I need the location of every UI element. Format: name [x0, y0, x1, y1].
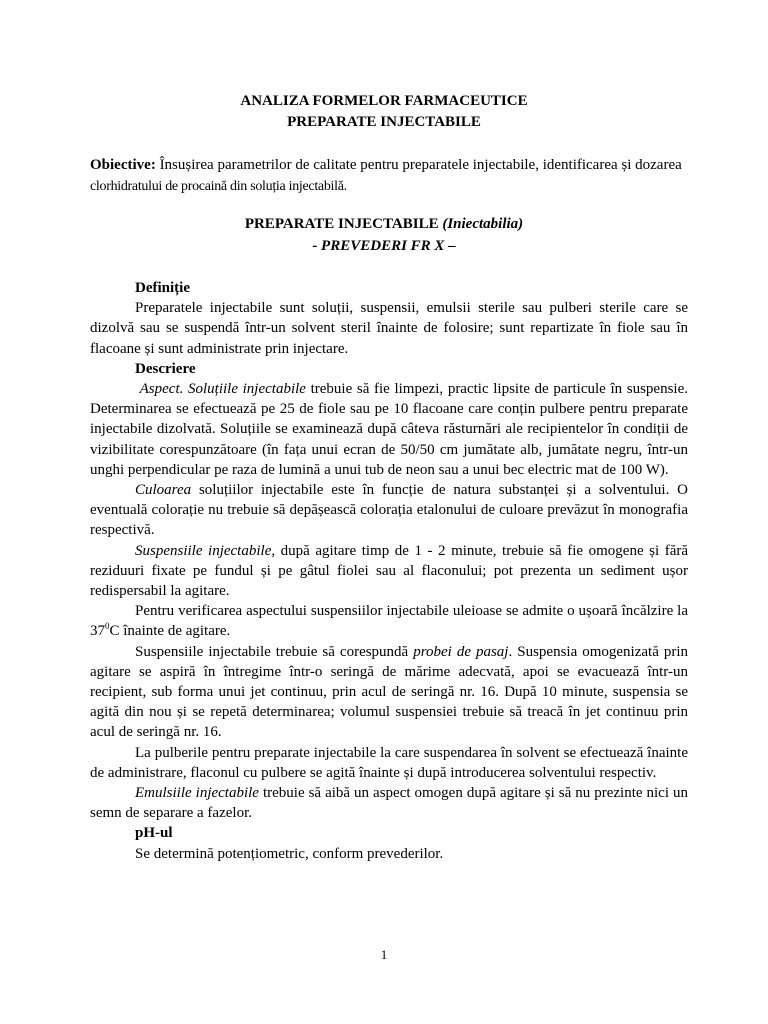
paragraph-definitie: Preparatele injectabile sunt soluții, suspensii, emulsii sterile sau pulberi sterile care se dizolvă sau se suspendă într-un solvent steril înainte de folosire; sunt repartizate în fiole sau în flacoane și sunt administrate prin injectare.: [90, 300, 688, 357]
document-title: ANALIZA FORMELOR FARMACEUTICE: [240, 93, 528, 109]
paragraph-ph: Se determină potențiometric, conform prevederilor.: [135, 845, 444, 862]
pasaj-text-a: Suspensiile injectabile trebuie să corespundă: [135, 643, 414, 660]
paragraph-suspensii: [90, 541, 688, 602]
pasaj-text-b: . Suspensia omogenizată prin agitare se aspiră în întregime într-o seringă de mărime adecvată, apoi se evacuează într-un recipient, sub forma unui jet continuu, prin acul de seringă nr. 16. După 10 minute, suspensia se agită din nou și se repetă determinarea; volumul suspensiei trebuie să treacă în jet continuu prin acul de seringă nr. 16.: [90, 643, 689, 741]
objective-text-line2: clorhidratului de procaină din soluția injectabilă.: [90, 179, 347, 194]
suspensii-term: Suspensiile injectabile: [135, 542, 272, 559]
document-body: [90, 278, 688, 864]
objective-paragraph: [90, 154, 688, 198]
heading-ph: pH-ul: [135, 825, 173, 842]
section-title-latin: (Iniectabilia): [442, 216, 524, 232]
aspect-text: trebuie să fie limpezi, practic lipsite de particule în suspensie. Determinarea se efectuează pe 25 de fiole sau pe 10 flacoane care conțin pulbere pentru preparate injectabile dizolvată. Soluțiile se examinează după câteva răsturnări ale recipientelor în condiții de vizibilitate corespunzătoare (în fața unui ecran de 50/50 cm jumătate alb, jumătate negru, într-un unghi perpendicular pe raza de lumină a unui tub de neon sau a unui bec electric mat de 100 W).: [90, 381, 688, 478]
aspect-term: Aspect. Soluțiile injectabile: [139, 381, 306, 398]
culoarea-term: Culoarea: [135, 482, 192, 499]
section-subtitle: - PREVEDERI FR X –: [312, 238, 456, 254]
heading-definitie: Definiție: [135, 280, 190, 296]
section-title: [0, 214, 768, 235]
uleioase-text-b: C înainte de agitare.: [109, 623, 231, 640]
emulsii-text: trebuie să aibă un aspect omogen după agitare și să nu prezinte nici un semn de separare a fazelor.: [90, 785, 688, 822]
paragraph-pasaj: [90, 642, 688, 743]
objective-label: Obiective:: [90, 157, 156, 173]
uleioase-text-a: Pentru verificarea aspectului suspensiilor injectabile uleioase se admite o ușoară încălzire la 37: [90, 603, 688, 640]
heading-descriere: Descriere: [135, 360, 196, 377]
objective-text-line1: Însușirea parametrilor de calitate pentru preparatele injectabile, identificarea și dozarea: [155, 157, 682, 173]
pasaj-term: probei de pasaj: [413, 643, 509, 660]
document-subtitle: PREPARATE INJECTABILE: [287, 114, 481, 130]
emulsii-term: Emulsiile injectabile: [135, 785, 259, 802]
paragraph-aspect: [90, 379, 688, 480]
paragraph-uleioase: [90, 601, 688, 641]
paragraph-culoarea: [90, 480, 688, 541]
paragraph-emulsii: [90, 783, 688, 823]
section-title-text: PREPARATE INJECTABILE: [244, 216, 443, 232]
degree-superscript: 0: [105, 621, 110, 632]
suspensii-text: , după agitare timp de 1 - 2 minute, trebuie să fie omogene și fără reziduuri fixate pe fundul și pe gâtul fiolei sau al flaconului; pot prezenta un sediment ușor redispersabil la agitare.: [90, 542, 689, 600]
page-number: 1: [380, 947, 388, 962]
culoarea-text: soluțiilor injectabile este în funcție de natura substanței și a solventului. O eventuală colorație nu trebuie să depășească colorația etalonului de culoare prevăzut în monografia respectivă.: [90, 482, 688, 539]
paragraph-pulberi: La pulberile pentru preparate injectabile la care suspendarea în solvent se efectuează înainte de administrare, flaconul cu pulbere se agită înainte și după introducerea solventului respectiv.: [90, 744, 688, 781]
